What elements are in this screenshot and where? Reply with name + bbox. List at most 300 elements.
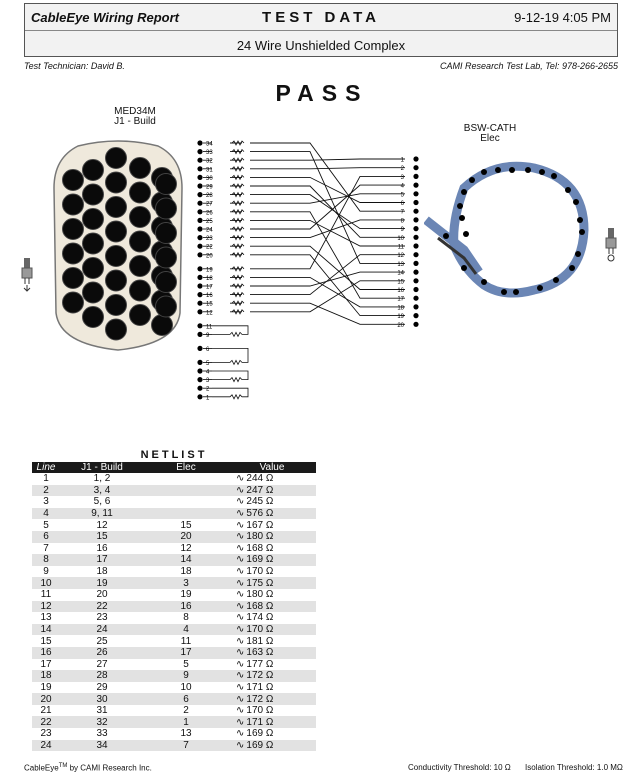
row-value [228,659,316,671]
footer-product [24,763,152,773]
wire [230,255,405,295]
connector-hole [106,197,127,218]
connector-hole [130,231,151,252]
left-pin-dot [197,209,202,214]
left-pin-dot [197,175,202,180]
row-j1-build: 28 [60,670,144,682]
left-pin-label: 4 [206,369,210,376]
resistor-icon: ∿ [236,635,245,647]
left-pin-label: 9 [206,332,210,339]
left-pin-dot [197,368,202,373]
netlist-row [32,693,316,705]
row-value [228,531,316,543]
left-pin-label: 22 [206,244,213,251]
netlist-row [32,531,316,543]
row-elec: 2 [183,705,189,717]
row-line: 10 [32,577,60,589]
right-connector-label: Elec [480,133,500,144]
resistor-icon: ∿ [236,658,245,670]
connector-hole [83,258,104,279]
resistance-value: 169 Ω [246,554,274,566]
netlist-row [32,624,316,636]
row-value [228,682,316,694]
right-pin-dot [413,287,418,292]
shorted-pair-loop [212,388,248,399]
left-pin-label: 28 [206,193,213,200]
report-datetime: 9-12-19 4:05 PM [514,10,611,25]
left-pin-dot [197,235,202,240]
shorted-pair-loop [212,371,248,382]
resistance-value: 170 Ω [246,624,274,636]
netlist-row [32,612,316,624]
row-line: 22 [32,716,60,728]
left-pin-dot [197,192,202,197]
row-elec [144,485,228,497]
resistance-value: 170 Ω [246,566,274,578]
resistor-icon: ∿ [236,681,245,693]
left-pin-label: 6 [206,346,210,353]
resistor-icon: ∿ [236,496,245,508]
left-pin-label: 3 [206,378,210,385]
resistance-value: 171 Ω [246,681,274,693]
resistance-value: 169 Ω [246,739,274,751]
electrode-dot [457,203,463,209]
wire [230,185,405,229]
resistance-value: 167 Ω [246,519,274,531]
electrode-dot [579,229,585,235]
netlist-row [32,647,316,659]
left-pin-label: 15 [206,301,213,308]
row-j1-build: 32 [60,716,144,728]
resistance-value: 245 Ω [246,496,274,508]
electrode-dot [525,167,531,173]
netlist-row [32,635,316,647]
row-line: 9 [43,566,49,578]
electrode-dot [569,265,575,271]
resistor-icon: ∿ [236,647,245,659]
row-elec: 6 [144,693,228,705]
right-pin-label: 11 [397,244,404,251]
row-elec: 16 [144,601,228,613]
electrode-dot [553,277,559,283]
wire [230,194,405,203]
netlist-row [32,566,316,578]
resistor-icon: ∿ [236,705,245,717]
netlist-row [32,670,316,682]
right-pin-label: 6 [400,201,404,207]
report-subtitle: 24 Wire Unshielded Complex [236,38,406,53]
row-line: 7 [43,542,49,554]
row-value [228,519,316,531]
row-value [228,508,316,520]
resistor-icon: ∿ [236,531,245,543]
row-value [228,554,316,566]
row-elec: 1 [144,716,228,728]
row-line: 14 [32,624,60,636]
left-pin-label: 16 [206,293,213,300]
right-pin-dot [413,270,418,275]
right-pin-label: 10 [397,235,404,242]
test-result: PASS [275,80,369,106]
left-pin-dot [197,158,202,163]
left-pin-dot [197,244,202,249]
right-pin-dot [413,226,418,231]
row-line: 15 [40,635,52,647]
lab-info: CAMI Research Test Lab, Tel: 978-266-2655 [440,61,618,71]
connector-hole [83,233,104,254]
row-elec: 13 [180,728,192,740]
left-pin-dot [197,309,202,314]
wire [230,272,405,286]
right-pin-label: 2 [400,166,404,173]
row-line: 6 [32,531,60,543]
wire [230,174,405,202]
connector-hole [83,282,104,303]
resistance-value: 169 Ω [246,728,274,740]
row-value [228,705,316,717]
left-connector-title [90,107,180,127]
row-elec: 4 [144,624,228,636]
netlist-row [32,659,316,671]
left-pin-dot [197,360,202,365]
connector-hole [106,246,127,267]
left-pin-label: 5 [206,360,210,367]
resistor-icon: ∿ [236,600,245,612]
right-pin-dot [413,322,418,327]
connector-hole [63,219,84,240]
electrode-dot [501,289,507,295]
electrode-dot [573,199,579,205]
left-pin-dot [197,377,202,382]
left-pin-label: 19 [206,267,213,274]
row-elec [144,473,228,485]
netlist-header-row [32,462,316,473]
connector-hole [83,184,104,205]
row-line: 11 [40,589,52,601]
netlist-row [32,508,316,520]
row-line: 23 [40,728,52,740]
netlist-title: NETLIST [140,449,208,461]
resistance-value: 244 Ω [246,473,274,485]
resistance-value: 174 Ω [246,612,274,624]
row-line: 20 [32,693,60,705]
resistance-value: 180 Ω [246,531,274,543]
resistance-value: 180 Ω [246,589,274,601]
row-elec: 17 [144,647,228,659]
row-elec: 15 [180,519,192,531]
left-pin-label: 27 [206,201,213,208]
resistor-icon: ∿ [236,693,245,705]
resistor-icon: ∿ [236,577,245,589]
row-j1-build: 33 [96,728,108,740]
resistance-value: 163 Ω [246,647,274,659]
left-pin-dot [197,275,202,280]
wire [230,159,405,160]
right-pin-label: 20 [397,322,404,329]
row-j1-build: 3, 4 [60,485,144,497]
wire [230,303,405,324]
row-elec: 8 [183,612,189,624]
left-connector-name: MED34M [114,106,156,117]
header-top-row [25,4,617,31]
row-j1-build: 31 [96,705,108,717]
row-line: 1 [43,473,49,485]
row-value [228,473,316,485]
resistance-value: 170 Ω [246,705,274,717]
row-value [228,635,316,647]
right-pin-dot [413,165,418,170]
electrode-dot [481,169,487,175]
right-pin-dot [413,252,418,257]
electrode-dot [481,279,487,285]
resistance-value: 172 Ω [246,693,274,705]
resistance-value: 168 Ω [246,600,274,612]
connector-hole [130,182,151,203]
left-pin-dot [197,166,202,171]
row-elec [144,508,228,520]
resistor-icon: ∿ [236,519,245,531]
connector-hole [156,223,177,244]
right-pin-dot [413,296,418,301]
left-pin-label: 32 [206,158,213,165]
left-pin-dot [197,149,202,154]
left-pin-label: 12 [206,310,213,317]
netlist-row [32,716,316,728]
right-pin-label: 1 [400,157,404,164]
netlist-row [32,601,316,613]
netlist-row [32,496,316,508]
left-pin-label: 34 [206,141,213,148]
row-elec: 14 [144,554,228,566]
med34m-connector-image [48,138,188,354]
left-pin-label: 17 [206,284,213,291]
resistance-value: 172 Ω [246,670,274,682]
connector-hole [106,295,127,316]
row-line: 19 [40,681,52,693]
row-elec: 3 [144,577,228,589]
resistance-value: 181 Ω [246,635,274,647]
connector-hole [130,256,151,277]
left-pin-dot [197,394,202,399]
netlist-row [32,705,316,717]
left-pin-dot [197,386,202,391]
connector-hole [156,296,177,317]
row-elec: 20 [144,531,228,543]
row-value [228,543,316,555]
row-line: 8 [32,554,60,566]
netlist-table [32,462,316,751]
row-value [228,693,316,705]
resistor-icon: ∿ [236,728,245,740]
resistor-icon: ∿ [236,542,245,554]
connector-hole [83,307,104,328]
left-pin-dot [197,283,202,288]
row-line: 2 [32,485,60,497]
electrode-dot [461,265,467,271]
report-title: TEST DATA [262,9,380,26]
resistor-icon: ∿ [236,739,245,751]
left-pin-label: 29 [206,184,213,191]
electrode-dot [495,167,501,173]
resistor-icon: ∿ [236,624,245,636]
row-j1-build: 9, 11 [60,508,144,520]
resistance-value: 247 Ω [246,484,274,496]
shorted-pair-loop [212,348,248,364]
row-line: 5 [43,519,49,531]
right-pin-label: 14 [397,270,404,277]
row-value [228,670,316,682]
connector-hole [130,207,151,228]
connector-hole [63,170,84,191]
row-j1-build: 16 [96,542,108,554]
right-pin-dot [413,200,418,205]
resistor-icon: ∿ [236,566,245,578]
row-j1-build: 20 [96,589,108,601]
row-j1-build: 30 [60,693,144,705]
right-pin-dot [413,235,418,240]
electrode-dot [459,215,465,221]
right-pin-label: 3 [400,174,404,181]
right-pin-label: 8 [400,218,404,225]
connector-hole [83,160,104,181]
left-pin-dot [197,252,202,257]
netlist-row [32,589,316,601]
row-line: 3 [43,496,49,508]
right-pin-dot [413,261,418,266]
report-header [24,3,618,57]
netlist-row [32,740,316,752]
col-elec: Elec [144,462,228,473]
row-elec: 19 [180,589,192,601]
right-pin-dot [413,174,418,179]
row-line: 21 [40,705,52,717]
connector-hole [130,280,151,301]
left-pin-label: 26 [206,210,213,217]
footer-tm: TM [58,763,68,769]
electrode-dot [575,251,581,257]
resistance-value: 171 Ω [246,716,274,728]
right-pin-label: 5 [400,192,404,199]
row-line: 12 [32,601,60,613]
netlist-row [32,554,316,566]
connector-hole [63,268,84,289]
right-pin-label: 19 [397,314,404,321]
row-j1-build: 34 [60,740,144,752]
electrode-dot [443,233,449,239]
left-pin-dot [197,140,202,145]
connector-hole [106,148,127,169]
row-j1-build: 29 [96,681,108,693]
electrode-dot [463,231,469,237]
connector-hole [63,194,84,215]
wiring-diagram [190,135,430,435]
shorted-pair-loop [212,326,248,337]
connector-hole [106,270,127,291]
right-pin-label: 15 [397,279,404,286]
left-pin-dot [197,346,202,351]
report-brand: CableEye Wiring Report [31,10,179,25]
col-value: Value [228,462,316,473]
left-pin-label: 24 [206,227,213,234]
right-pin-dot [413,313,418,318]
row-j1-build: 15 [60,531,144,543]
connector-hole [152,315,173,336]
resistor-icon: ∿ [236,508,245,520]
row-elec: 7 [144,740,228,752]
left-pin-label: 20 [206,253,213,260]
electrode-dot [565,187,571,193]
row-j1-build: 24 [60,624,144,636]
resistance-value: 168 Ω [246,542,274,554]
row-value [228,566,316,578]
isolation-threshold: Isolation Threshold: 1.0 MΩ [525,763,623,772]
left-pin-label: 31 [206,167,213,174]
row-j1-build: 26 [60,647,144,659]
technician: Test Technician: David B. [24,61,125,71]
right-pin-label: 16 [397,288,404,294]
resistor-icon: ∿ [236,716,245,728]
row-elec: 11 [180,635,192,647]
right-pin-dot [413,183,418,188]
row-j1-build: 17 [60,554,144,566]
row-j1-build: 23 [96,612,108,624]
resistance-value: 177 Ω [246,658,274,670]
row-j1-build: 22 [60,601,144,613]
left-pin-dot [197,218,202,223]
row-elec [144,496,228,508]
conductivity-threshold: Conductivity Threshold: 10 Ω [408,763,511,772]
connector-hole [63,292,84,313]
connector-hole [106,221,127,242]
connector-hole [130,158,151,179]
resistor-icon: ∿ [236,484,245,496]
electrode-dot [577,217,583,223]
electrode-dot [461,189,467,195]
col-line: Line [32,462,60,473]
left-pin-label: 18 [206,275,213,282]
connector-hole [130,305,151,326]
right-pin-label: 7 [400,209,404,216]
netlist-row [32,728,316,740]
row-line: 18 [32,670,60,682]
netlist-row [32,519,316,531]
row-value [228,577,316,589]
connector-hole [156,272,177,293]
row-value [228,485,316,497]
row-elec: 12 [180,542,192,554]
electrode-dot [509,167,515,173]
row-value [228,624,316,636]
right-pin-label: 13 [397,261,404,268]
left-pin-dot [197,201,202,206]
row-j1-build: 19 [60,577,144,589]
left-pin-label: 30 [206,175,213,182]
connector-hole [106,172,127,193]
right-pin-dot [413,209,418,214]
row-elec: 18 [180,566,192,578]
wire [230,246,405,289]
row-value [228,716,316,728]
left-pin-label: 33 [206,150,213,157]
right-pin-label: 17 [397,296,404,303]
footer-product-name: CableEye [24,763,59,773]
left-pin-dot [197,266,202,271]
right-connector-title [450,124,530,144]
left-pin-dot [197,332,202,337]
resistor-icon: ∿ [236,670,245,682]
row-j1-build: 27 [96,658,108,670]
row-line: 16 [32,647,60,659]
